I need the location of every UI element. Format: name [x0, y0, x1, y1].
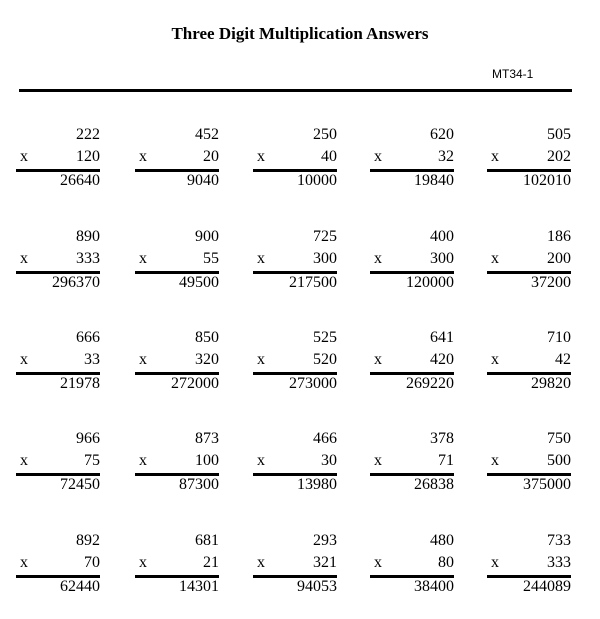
multiplier: 71 [438, 452, 454, 469]
multiplier: 80 [438, 554, 454, 571]
multiplier: 20 [203, 148, 219, 165]
problem-2 [135, 124, 219, 194]
problem-20 [487, 428, 571, 498]
problem-1 [16, 124, 100, 194]
problem-18 [253, 428, 337, 498]
times-sign: x [257, 554, 265, 571]
multiplicand: 710 [547, 329, 571, 346]
multiplier: 70 [84, 554, 100, 571]
multiplicand: 873 [195, 430, 219, 447]
multiplier: 100 [195, 452, 219, 469]
answer: 102010 [523, 172, 571, 189]
problem-12 [135, 327, 219, 397]
times-sign: x [374, 351, 382, 368]
multiplicand: 850 [195, 329, 219, 346]
times-sign: x [491, 554, 499, 571]
multiplier: 333 [547, 554, 571, 571]
answer: 273000 [289, 375, 337, 392]
multiplicand: 750 [547, 430, 571, 447]
multiplicand: 452 [195, 126, 219, 143]
multiplier: 200 [547, 250, 571, 267]
multiplier: 32 [438, 148, 454, 165]
multiplier: 321 [313, 554, 337, 571]
times-sign: x [257, 351, 265, 368]
times-sign: x [491, 148, 499, 165]
multiplicand: 222 [76, 126, 100, 143]
header-divider [19, 89, 572, 92]
times-sign: x [374, 452, 382, 469]
problem-17 [135, 428, 219, 498]
problem-16 [16, 428, 100, 498]
times-sign: x [139, 351, 147, 368]
multiplicand: 966 [76, 430, 100, 447]
problem-19 [370, 428, 454, 498]
answer: 296370 [52, 274, 100, 291]
answer: 29820 [531, 375, 571, 392]
times-sign: x [20, 452, 28, 469]
answer: 49500 [179, 274, 219, 291]
times-sign: x [20, 554, 28, 571]
multiplier: 40 [321, 148, 337, 165]
multiplicand: 525 [313, 329, 337, 346]
multiplier: 320 [195, 351, 219, 368]
answer: 37200 [531, 274, 571, 291]
multiplicand: 641 [430, 329, 454, 346]
times-sign: x [374, 250, 382, 267]
multiplicand: 293 [313, 532, 337, 549]
worksheet-title: Three Digit Multiplication Answers [171, 24, 429, 43]
problem-21 [16, 530, 100, 600]
worksheet-code: MT34-1 [492, 67, 534, 81]
multiplier: 500 [547, 452, 571, 469]
times-sign: x [139, 148, 147, 165]
answer: 9040 [187, 172, 219, 189]
multiplicand: 890 [76, 228, 100, 245]
multiplicand: 505 [547, 126, 571, 143]
times-sign: x [257, 250, 265, 267]
multiplicand: 480 [430, 532, 454, 549]
multiplicand: 900 [195, 228, 219, 245]
problem-10 [487, 226, 571, 296]
multiplicand: 620 [430, 126, 454, 143]
multiplier: 120 [76, 148, 100, 165]
times-sign: x [20, 148, 28, 165]
answer: 38400 [414, 578, 454, 595]
answer: 94053 [297, 578, 337, 595]
multiplier: 520 [313, 351, 337, 368]
problem-5 [487, 124, 571, 194]
times-sign: x [374, 554, 382, 571]
times-sign: x [20, 250, 28, 267]
problem-24 [370, 530, 454, 600]
problem-14 [370, 327, 454, 397]
multiplicand: 733 [547, 532, 571, 549]
answer: 120000 [406, 274, 454, 291]
multiplicand: 725 [313, 228, 337, 245]
times-sign: x [491, 351, 499, 368]
answer: 375000 [523, 476, 571, 493]
times-sign: x [20, 351, 28, 368]
answer: 26838 [414, 476, 454, 493]
multiplier: 21 [203, 554, 219, 571]
multiplier: 30 [321, 452, 337, 469]
multiplicand: 466 [313, 430, 337, 447]
answer: 244089 [523, 578, 571, 595]
answer: 217500 [289, 274, 337, 291]
answer: 87300 [179, 476, 219, 493]
multiplier: 202 [547, 148, 571, 165]
multiplicand: 250 [313, 126, 337, 143]
problem-15 [487, 327, 571, 397]
problem-7 [135, 226, 219, 296]
times-sign: x [257, 148, 265, 165]
answer: 10000 [297, 172, 337, 189]
problem-4 [370, 124, 454, 194]
problem-9 [370, 226, 454, 296]
multiplicand: 681 [195, 532, 219, 549]
problem-13 [253, 327, 337, 397]
answer: 14301 [179, 578, 219, 595]
times-sign: x [374, 148, 382, 165]
times-sign: x [257, 452, 265, 469]
times-sign: x [139, 250, 147, 267]
multiplicand: 400 [430, 228, 454, 245]
times-sign: x [139, 554, 147, 571]
answer: 19840 [414, 172, 454, 189]
problem-11 [16, 327, 100, 397]
problem-3 [253, 124, 337, 194]
answer: 13980 [297, 476, 337, 493]
multiplicand: 186 [547, 228, 571, 245]
multiplier: 75 [84, 452, 100, 469]
answer: 26640 [60, 172, 100, 189]
problem-8 [253, 226, 337, 296]
problem-25 [487, 530, 571, 600]
answer: 72450 [60, 476, 100, 493]
multiplier: 300 [430, 250, 454, 267]
multiplier: 333 [76, 250, 100, 267]
answer: 269220 [406, 375, 454, 392]
problem-23 [253, 530, 337, 600]
times-sign: x [139, 452, 147, 469]
multiplier: 55 [203, 250, 219, 267]
answer: 272000 [171, 375, 219, 392]
multiplicand: 892 [76, 532, 100, 549]
problem-22 [135, 530, 219, 600]
times-sign: x [491, 452, 499, 469]
problem-6 [16, 226, 100, 296]
multiplier: 33 [84, 351, 100, 368]
answer: 62440 [60, 578, 100, 595]
times-sign: x [491, 250, 499, 267]
multiplier: 42 [555, 351, 571, 368]
multiplicand: 378 [430, 430, 454, 447]
multiplier: 300 [313, 250, 337, 267]
answer: 21978 [60, 375, 100, 392]
multiplier: 420 [430, 351, 454, 368]
multiplicand: 666 [76, 329, 100, 346]
